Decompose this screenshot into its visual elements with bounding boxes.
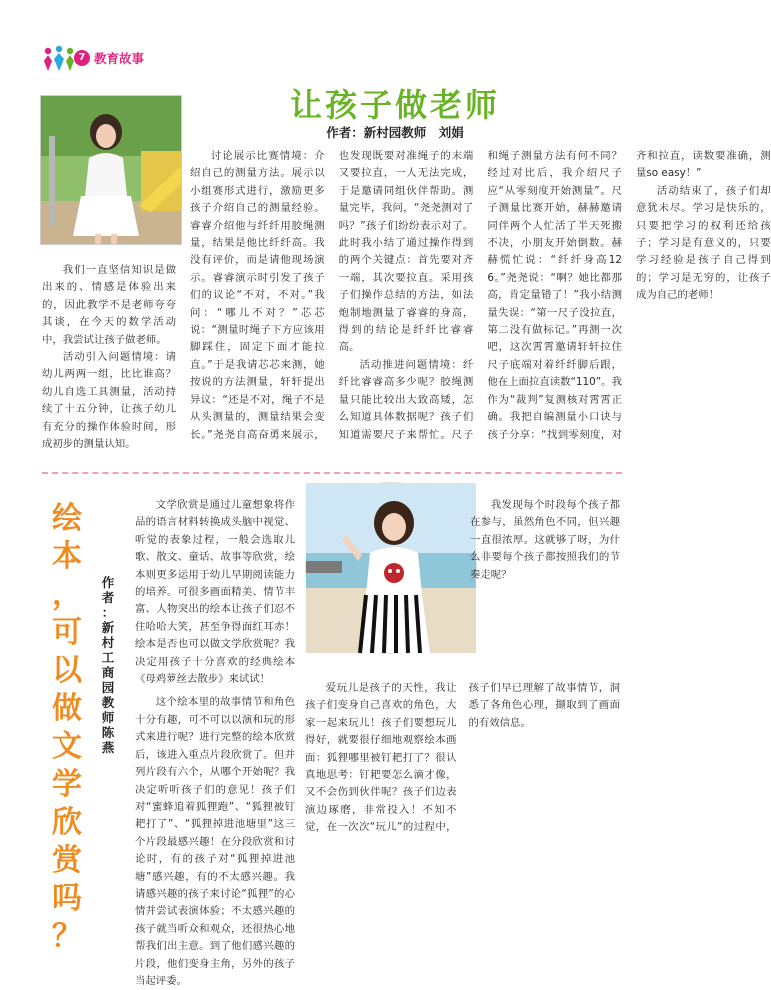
article2-column-1 bbox=[135, 497, 295, 987]
article2-title-char: 文 bbox=[52, 729, 82, 764]
article2-paragraph-4: 爱玩儿是孩子的天性，我让孩子们变身自己喜欢的角色，大家一起来玩儿！孩子们要想玩儿得好，就要很仔细地观察绘本画面：狐狸哪里被钉耙打了？很认真地思考：钉耙要怎么滴才像，又不会伤到伙伴呢？孩子们边表演边琢磨，非常投入！不知不觉，在一次次“玩儿”的过程中，孩子们早已理解了故事情节，洞悉了各角色心理，撷取到了画面的有效信息。 bbox=[305, 682, 620, 834]
article1-title: 让孩子做老师 bbox=[289, 86, 500, 124]
article1-paragraph-1: 我们一直坚信知识是做出来的、情感是体验出来的，因此教学不是老师夸夸其谈，在今天的数学活动中，我尝试让孩子做老师。 bbox=[42, 264, 176, 346]
article2-title-char: ， bbox=[52, 577, 82, 612]
article2-title-char: 吗 bbox=[52, 881, 82, 916]
article2-byline-char: 村 bbox=[101, 635, 115, 650]
article2-byline-char: 陈 bbox=[101, 725, 115, 740]
article2-paragraph-2a: 这个绘本里的故事情节和角色十分有趣，可不可以以演和玩的形式来进行呢？进行完整的绘本欣赏后，该进入重点片段欣赏了。但并列片段有六个，从哪个开始呢？我决定听听孩子们的意见！孩子们对“蜜蜂追着狐狸跑”、“狐狸被钉耙打了”、“狐狸掉进池塘里”这三个片段最感兴趣！在分段欣赏和讨论时，有的孩子对“狐狸掉进池塘”感兴趣，有的不太感兴趣。我请感兴趣的孩子来讨论“狐狸”的心情并尝试表演体验；不太感兴趣的孩子就当听众和观众，还很热心地帮我们出主意。到了他们感兴趣的片段，他们变身主角，另外的孩子当起评委。 bbox=[135, 696, 295, 987]
article2-byline-char: 教 bbox=[101, 695, 115, 710]
magazine-logo-icon bbox=[42, 45, 76, 73]
article1-teacher-photo bbox=[40, 95, 182, 245]
section-label: 教育故事 bbox=[94, 51, 145, 66]
article2-title-char: 赏 bbox=[52, 843, 82, 878]
article2-byline-char: 者 bbox=[101, 590, 115, 605]
article2-byline-char: 商 bbox=[101, 665, 115, 680]
article2-title-char: 以 bbox=[52, 653, 82, 688]
article2-byline-char: ： bbox=[101, 605, 115, 620]
page-number-badge: 7 bbox=[74, 50, 90, 66]
article1-paragraph-2: 活动引入问题情境：请幼儿两两一组，比比谁高？幼儿自选工具测量，活动持续了十五分钟，让孩子幼儿有充分的操作体验时间，形成初步的测量认知。 bbox=[42, 351, 176, 451]
article2-bottom-columns bbox=[305, 680, 620, 850]
article1-paragraph-3: 讨论展示比赛情境：介绍自己的测量方法。展示以小组赛形式进行，激励更多孩子介绍自己的测量经验。睿睿介绍他与纤纤用胶绳测量，结果是他比纤纤高。我没有评价，而是请他现场演示。睿睿演示时引发了孩子们的议论“不对，不对。”我问：“哪儿不对？”芯芯说：“测量时绳子下方应该用脚踩住，固定下面才能拉直。”于是我请芯芯来测，她按说的方法测量，轩轩提出异议：“还是不对，绳子不是从头测量的，测量结果会变长。”尧尧自高奋勇来展示，也发现既要对准绳子的末端又要拉直，一人无法完成，于是邀请同组伙伴帮助。测量完毕，我问，“尧尧测对了吗？”孩子们纷纷表示对了。此时我小结了通过操作得到的两个关键点：首先要对齐一端，其次要拉直。采用孩子们操作总结的方法，如法炮制地测量了睿睿的身高，得到的结论是纤纤比睿睿高。 bbox=[190, 150, 474, 441]
article2-byline-char: 师 bbox=[101, 710, 115, 725]
article1-multicolumn bbox=[190, 148, 771, 460]
article2-title-char: 欣 bbox=[52, 805, 82, 840]
article2-paragraph-1: 文学欣赏是通过儿童想象将作品的语言材料转换成头脑中视觉、听觉的表象过程，一般会选取儿歌、散文、童话、故事等欣赏，绘本则更多运用于幼儿早期阅读能力的培养。可很多画面精美、情节丰富、人物突出的绘本让孩子们忍不住哈哈大笑，甚至争得面红耳赤！绘本是否也可以做文学欣赏呢？我决定用孩子十分喜欢的经典绘本《母鸡萝丝去散步》来试试！ bbox=[135, 499, 295, 686]
section-divider bbox=[42, 472, 622, 474]
article1-byline: 作者：新村园教师 刘娟 bbox=[326, 125, 464, 140]
article2-teacher-photo bbox=[305, 482, 477, 654]
article2-title-char: 可 bbox=[52, 615, 82, 650]
article2-byline-char: 作 bbox=[101, 575, 115, 590]
article2-title-char: 绘 bbox=[52, 501, 82, 536]
article2-byline-char: 新 bbox=[101, 620, 115, 635]
article2-title-char: 做 bbox=[52, 691, 82, 726]
article1-paragraph-5: 活动结束了，孩子们却意犹未尽。学习是快乐的，只要把学习的权利还给孩子；学习是有意义的，只要学习经验是孩子自己得到的；学习是无穷的，让孩子成为自己的老师！ bbox=[635, 184, 771, 302]
article2-title-char: 本 bbox=[52, 539, 82, 574]
article2-title-char: ？ bbox=[52, 919, 82, 954]
article2-paragraph-3: 我发现每个时段每个孩子都在参与，虽然角色不同，但兴趣一直很浓厚。这就够了呀，为什么非要每个孩子都按照我们的节奏走呢？ bbox=[470, 499, 620, 581]
article2-column-right-top bbox=[470, 497, 620, 677]
article2-byline bbox=[98, 575, 118, 755]
article2-byline-char: 工 bbox=[101, 650, 115, 665]
article1-paragraph-4: 活动推进问题情境：纤纤比睿睿高多少呢？胶绳测量只能比较出大致高矮，怎么知道具体数据呢？孩子们知道需要尺子来帮忙。尺子和绳子测量方法有何不同？经过对比后，我介绍尺子应“从零刻度开始测量”。尺子测量比赛开始，赫赫邀请同伴两个人忙活了半天死搬不决，小朋友开始倒数。赫赫慌忙说：“纤纤身高126。”尧尧说：“啊？她比都那高，肯定量错了！”我小结测量失误：“第一尺子没拉直，第二没有做标记。”再测一次吧，这次霄霄邀请轩轩拉住尺子底端对着纤纤脚后跟，他在上面拉直读数“110”。我作为“裁判”复测核对霄霄正确。我把自编测量小口诀与孩子分享：“找到零刻度，对齐和拉直，读数要准确，测量so easy！” bbox=[338, 150, 771, 441]
article2-byline-char: 园 bbox=[101, 680, 115, 695]
article2-title-char: 学 bbox=[52, 767, 82, 802]
article2-title bbox=[42, 500, 92, 956]
article1-column-1 bbox=[42, 262, 176, 453]
article2-byline-char: 燕 bbox=[101, 740, 115, 755]
